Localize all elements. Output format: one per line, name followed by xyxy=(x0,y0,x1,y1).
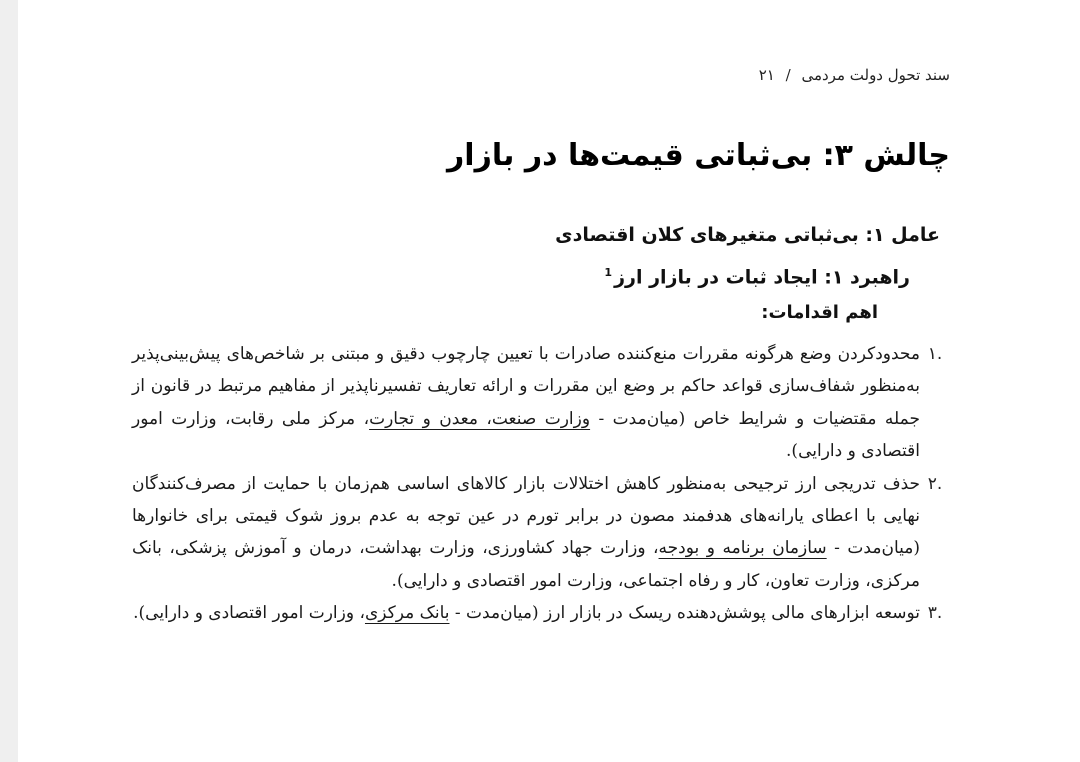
action-item xyxy=(120,468,950,598)
action-agencies: ، وزارت امور اقتصادی و دارایی). xyxy=(133,603,365,624)
action-agencies: ، مرکز ملی رقابت، وزارت امور اقتصادی و دارایی). xyxy=(132,408,920,462)
action-number: .۳ xyxy=(927,603,943,624)
responsible-agency: سازمان برنامه و بودجه xyxy=(658,538,827,559)
strategy-title: راهبرد ۱: ایجاد ثبات در بازار ارز xyxy=(614,266,910,289)
action-item xyxy=(120,597,950,629)
action-text xyxy=(120,338,920,468)
action-agencies: ، وزارت جهاد کشاورزی، وزارت بهداشت، درمان و آموزش پزشکی، بانک مرکزی، وزارت تعاون، کار و رفاه اجتماعی، وزارت امور اقتصادی و دارایی). xyxy=(132,538,920,591)
strategy-heading xyxy=(120,256,910,294)
running-header xyxy=(130,66,950,84)
action-number: .۱ xyxy=(927,344,943,364)
action-body: توسعه ابزارهای مالی پوشش‌دهنده ریسک در بازار ارز (میان‌مدت - xyxy=(449,603,920,624)
action-body: حذف تدریجی ارز ترجیحی به‌منظور کاهش اختلالات بازار کالاهای اساسی هم‌زمان با حمایت از مصرف‌کنندگان نهایی با اعطای یارانه‌های هدفمند مصون در برابر تورم در عین توجه به عدم بروز شوک قیمتی برای خانوارها (میان‌مدت - xyxy=(132,473,920,559)
responsible-agency: بانک مرکزی xyxy=(364,603,450,624)
responsible-agency: وزارت صنعت، معدن و تجارت xyxy=(369,408,591,429)
factor-heading: عامل ۱: بی‌ثباتی متغیرهای کلان اقتصادی xyxy=(555,224,940,246)
actions-heading: اهم اقدامات: xyxy=(761,302,878,323)
document-title: سند تحول دولت مردمی xyxy=(801,66,950,84)
action-text xyxy=(120,468,920,598)
action-text xyxy=(120,597,920,629)
footnote-marker: 1 xyxy=(604,266,613,279)
page-number: ۲۱ xyxy=(758,66,775,84)
document-page xyxy=(120,0,950,762)
actions-list xyxy=(120,338,950,630)
action-body: محدودکردن وضع هرگونه مقررات منع‌کننده صادرات با تعیین چارچوب دقیق و مبتنی بر شاخص‌های پیش‌بینی‌پذیر به‌منظور شفاف‌سازی قواعد حاکم بر وضع این مقررات و ارائه تعاریف تفسیرناپذیر از مفاهیم مرتبط در قانون از جمله مقتضیات و شرایط خاص (میان‌مدت - xyxy=(132,344,920,429)
action-item xyxy=(120,338,950,468)
action-number: .۲ xyxy=(927,473,943,494)
chapter-title: چالش ۳: بی‌ثباتی قیمت‌ها در بازار xyxy=(447,138,950,173)
header-separator: / xyxy=(785,66,791,84)
page-edge-shadow xyxy=(0,0,18,762)
